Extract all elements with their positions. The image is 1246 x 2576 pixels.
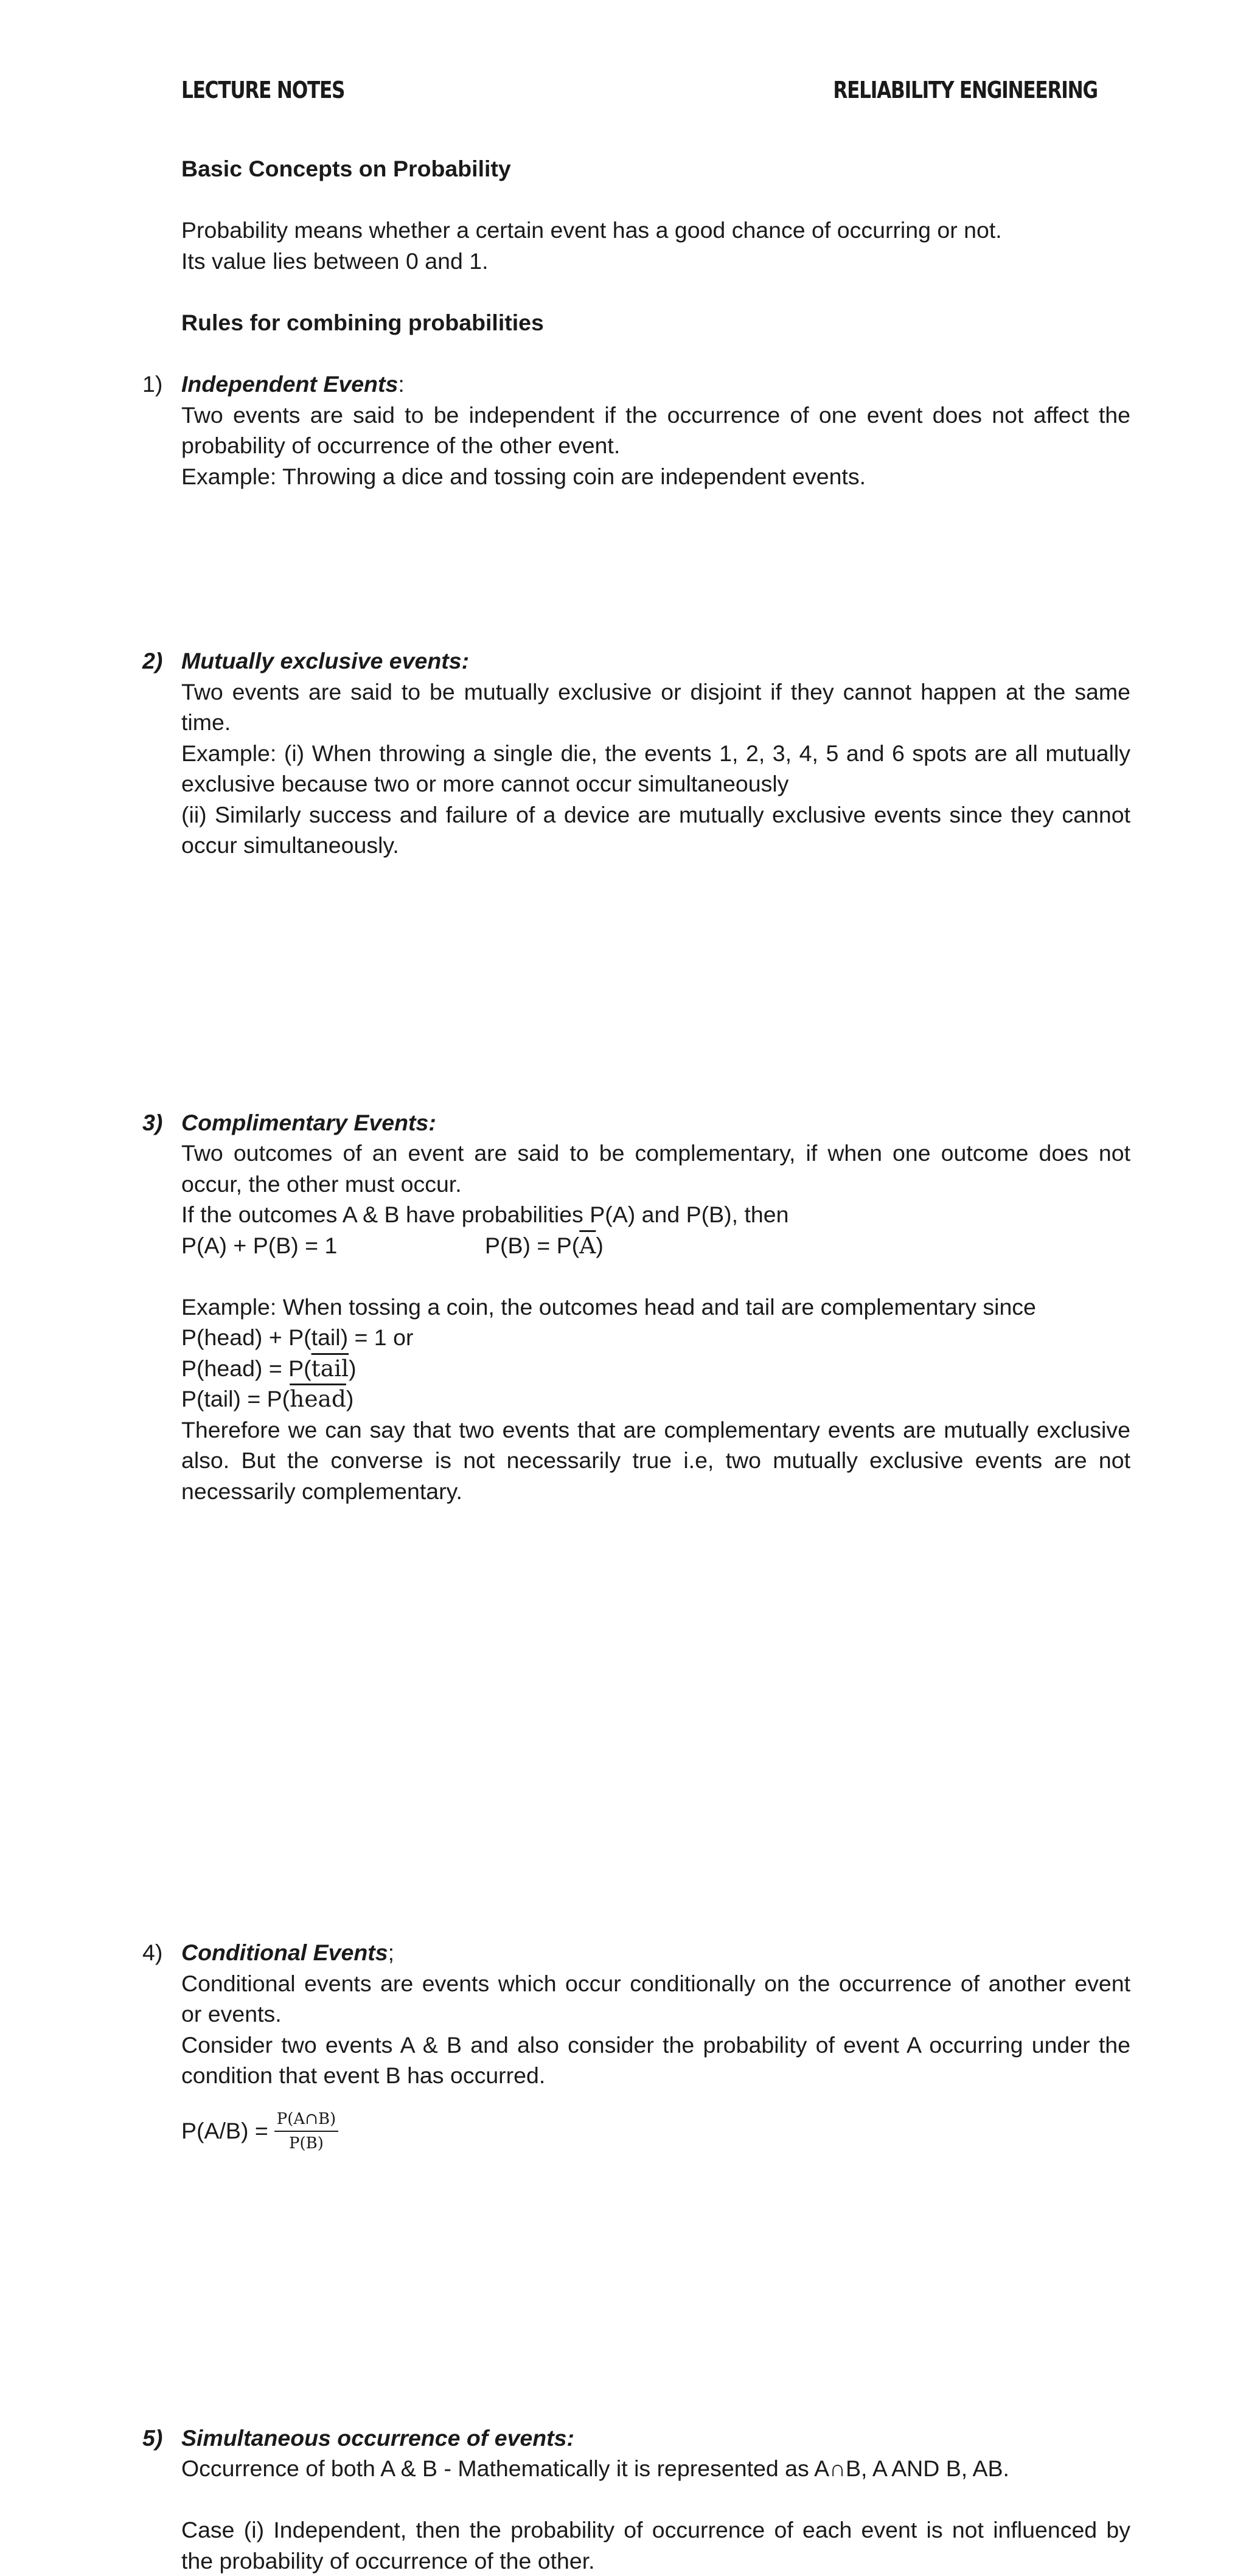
conditional-formula (181, 2102, 1130, 2160)
paragraph-line: Occurrence of both A & B - Mathematically it is represented as A∩B, A AND B, AB. (181, 2453, 1130, 2484)
item-title: Mutually exclusive events: (181, 646, 1130, 677)
paragraph-line: Consider two events A & B and also consider the probability of event A occurring under the (181, 2030, 1130, 2061)
section-simultaneous-occurrence (181, 2423, 1130, 2576)
item-title-suffix: ; (388, 1940, 394, 1965)
equation-line (181, 1230, 1130, 1261)
item-title: Conditional Events (181, 1940, 388, 1965)
intro-section (181, 153, 1130, 338)
paragraph-line: occur simultaneously. (181, 830, 1130, 861)
paragraph-line: necessarily complementary. (181, 1476, 1130, 1507)
paragraph-line: Example: When tossing a coin, the outcomes head and tail are complementary since (181, 1292, 1130, 1323)
section-conditional-events (181, 1937, 1130, 2160)
section-independent-events (181, 369, 1130, 492)
equation-overline: tail (312, 1355, 349, 1382)
paragraph-line: also. But the converse is not necessarily true i.e, two mutually exclusive events are not (181, 1445, 1130, 1476)
paragraph-line: Example: Throwing a dice and tossing coin are independent events. (181, 461, 1130, 492)
equation-overline: head (290, 1385, 346, 1412)
rules-title: Rules for combining probabilities (181, 307, 1130, 338)
equation-part: ) (596, 1233, 604, 1258)
section-mutually-exclusive (181, 646, 1130, 861)
equation-part: ) (349, 1356, 357, 1381)
equation-line (181, 1384, 1130, 1415)
paragraph-line: or events. (181, 1999, 1130, 2030)
equation-overline: $\overline{A}$ (579, 1232, 596, 1259)
item-number: 2) (142, 646, 162, 677)
equation-sum: P(A) + P(B) = 1 (181, 1233, 337, 1258)
paragraph-line: Example: (i) When throwing a single die, the events 1, 2, 3, 4, 5 and 6 spots are all mutually (181, 738, 1130, 769)
equation-part: P(tail) = P( (181, 1386, 290, 1412)
paragraph-line: exclusive because two or more cannot occur simultaneously (181, 768, 1130, 799)
paragraph-line: Two events are said to be mutually exclusive or disjoint if they cannot happen at the same (181, 677, 1130, 708)
formula-lhs: P(A/B) = (181, 2115, 268, 2146)
formula-denominator: P(B) (274, 2132, 338, 2154)
paragraph-line: Conditional events are events which occur conditionally on the occurrence of another event (181, 1968, 1130, 1999)
equation-complement (485, 1230, 604, 1261)
equation-part: ) (346, 1386, 354, 1412)
item-title-suffix: : (398, 371, 404, 397)
paragraph-line: the probability of occurrence of the other. (181, 2546, 1130, 2576)
paragraph-line: Its value lies between 0 and 1. (181, 246, 1130, 277)
item-number: 5) (142, 2423, 162, 2454)
section-title: Basic Concepts on Probability (181, 153, 1130, 184)
equation-part: P(B) = P( (485, 1233, 579, 1258)
paragraph-line: P(head) + P(tail) = 1 or (181, 1322, 1130, 1353)
section-complimentary-events (181, 1107, 1130, 1507)
item-title: Simultaneous occurrence of events: (181, 2423, 1130, 2454)
paragraph-line: Case (i) Independent, then the probability of occurrence of each event is not influenced by (181, 2515, 1130, 2546)
paragraph-line: Probability means whether a certain event has a good chance of occurring or not. (181, 215, 1130, 246)
paragraph-line: probability of occurrence of the other event. (181, 430, 1130, 461)
paragraph-line: Therefore we can say that two events that are complementary events are mutually exclusive (181, 1415, 1130, 1446)
paragraph-line: Two outcomes of an event are said to be complementary, if when one outcome does not (181, 1138, 1130, 1169)
paragraph-line: condition that event B has occurred. (181, 2060, 1130, 2091)
header-right: RELIABILITY ENGINEERING (834, 77, 1098, 103)
paragraph-line: time. (181, 707, 1130, 738)
header-left: LECTURE NOTES (181, 77, 344, 103)
item-title: Independent Events (181, 371, 398, 397)
equation-part: P(head) = P( (181, 1356, 312, 1381)
item-title: Complimentary Events: (181, 1107, 1130, 1138)
paragraph-line: If the outcomes A & B have probabilities P(A) and P(B), then (181, 1199, 1130, 1230)
item-number: 4) (142, 1937, 162, 1968)
item-number: 1) (142, 369, 162, 400)
formula-fraction (274, 2109, 338, 2154)
paragraph-line: (ii) Similarly success and failure of a device are mutually exclusive events since they cannot (181, 799, 1130, 830)
formula-numerator: P(A∩B) (274, 2109, 338, 2132)
paragraph-line: Two events are said to be independent if the occurrence of one event does not affect the (181, 400, 1130, 431)
paragraph-line: occur, the other must occur. (181, 1169, 1130, 1200)
item-number: 3) (142, 1107, 162, 1138)
equation-line (181, 1353, 1130, 1384)
